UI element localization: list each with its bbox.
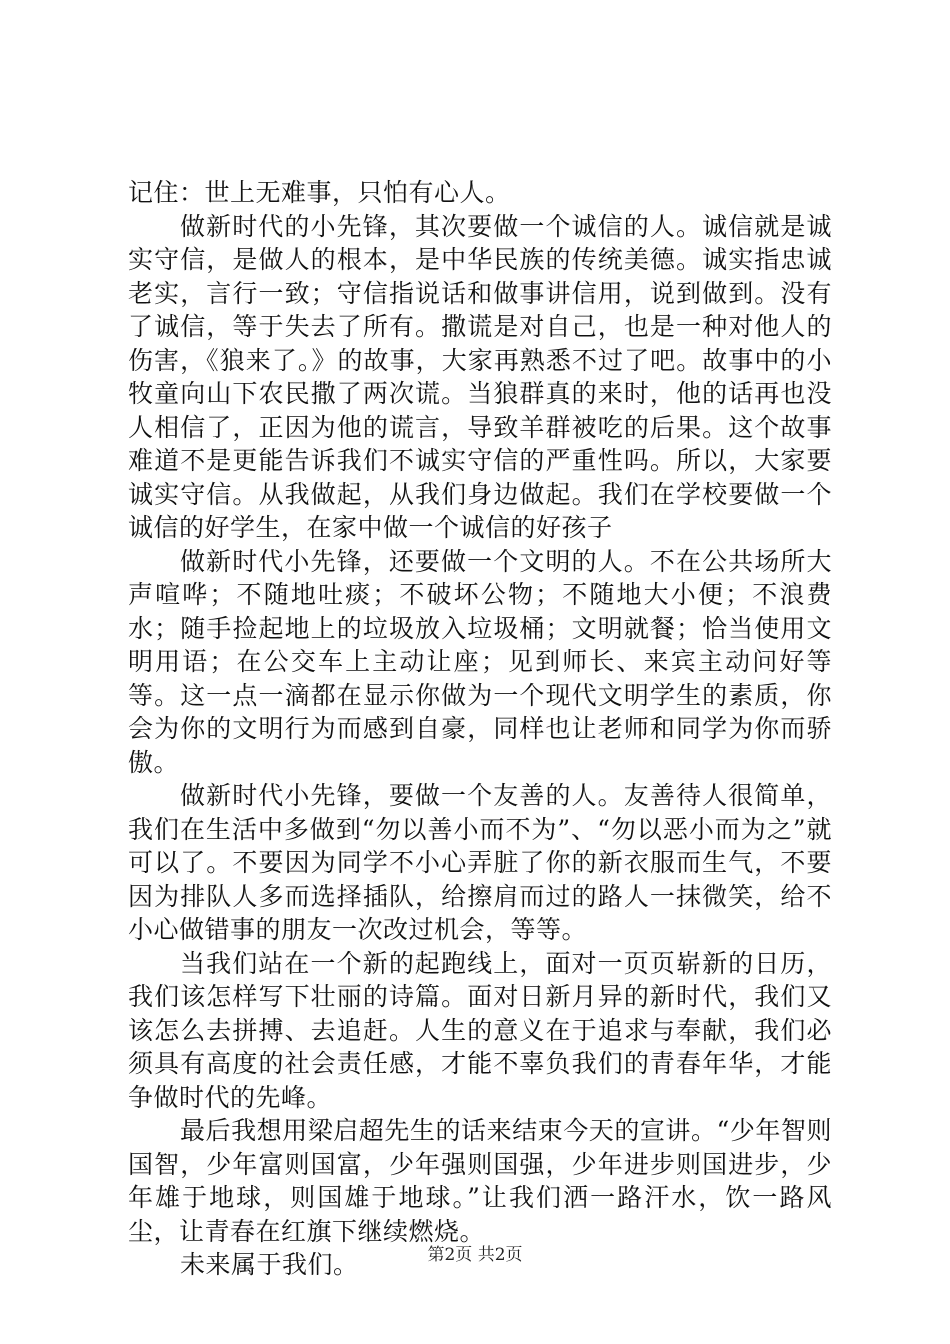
paragraph: 当我们站在一个新的起跑线上，面对一页页崭新的日历，我们该怎样写下壮丽的诗篇。面对日新月异的新时代，我们又该怎么去拼搏、去追赶。人生的意义在于追求与奉献，我们必须具有高度的社会责任感，才能不辜负我们的青春年华，才能争做时代的先峰。: [128, 948, 832, 1112]
paragraph: 未来属于我们。: [180, 1250, 359, 1279]
paragraph: 最后我想用梁启超先生的话来结束今天的宣讲。“少年智则国智，少年富则国富，少年强则国强，少年进步则国进步，少年雄于地球，则国雄于地球。”让我们洒一路汗水，饮一路风尘，让青春在红旗下继续燃烧。: [128, 1116, 832, 1246]
paragraph: 记住：世上无难事，只怕有心人。: [128, 178, 511, 207]
paragraph: 做新时代小先锋，要做一个友善的人。友善待人很简单，我们在生活中多做到“勿以善小而不为”、“勿以恶小而为之”就可以了。不要因为同学不小心弄脏了你的新衣服而生气，不要因为排队人多而选择插队，给擦肩而过的路人一抹微笑，给不小心做错事的朋友一次改过机会，等等。: [128, 781, 832, 944]
page-number-footer: 第2页 共2页: [427, 1245, 523, 1265]
paragraph: 做新时代小先锋，还要做一个文明的人。不在公共场所大声喧哗；不随地吐痰；不破坏公物；不随地大小便；不浪费水；随手捡起地上的垃圾放入垃圾桶；文明就餐；恰当使用文明用语；在公交车上主动让座；见到师长、来宾主动问好等等。这一点一滴都在显示你做为一个现代文明学生的素质，你会为你的文明行为而感到自豪，同样也让老师和同学为你而骄傲。: [128, 546, 832, 777]
document-body: [128, 176, 832, 1282]
paragraph: 做新时代的小先锋，其次要做一个诚信的人。诚信就是诚实守信，是做人的根本，是中华民族的传统美德。诚实指忠诚老实，言行一致；守信指说话和做事讲信用，说到做到。没有了诚信，等于失去了所有。撒谎是对自己，也是一种对他人的伤害，《狼来了。》的故事，大家再熟悉不过了吧。故事中的小牧童向山下农民撒了两次谎。当狼群真的来时，他的话再也没人相信了，正因为他的谎言，导致羊群被吃的后果。这个故事难道不是更能告诉我们不诚实守信的严重性吗。所以，大家要诚实守信。从我做起，从我们身边做起。我们在学校要做一个诚信的好学生，在家中做一个诚信的好孩子: [128, 211, 832, 542]
